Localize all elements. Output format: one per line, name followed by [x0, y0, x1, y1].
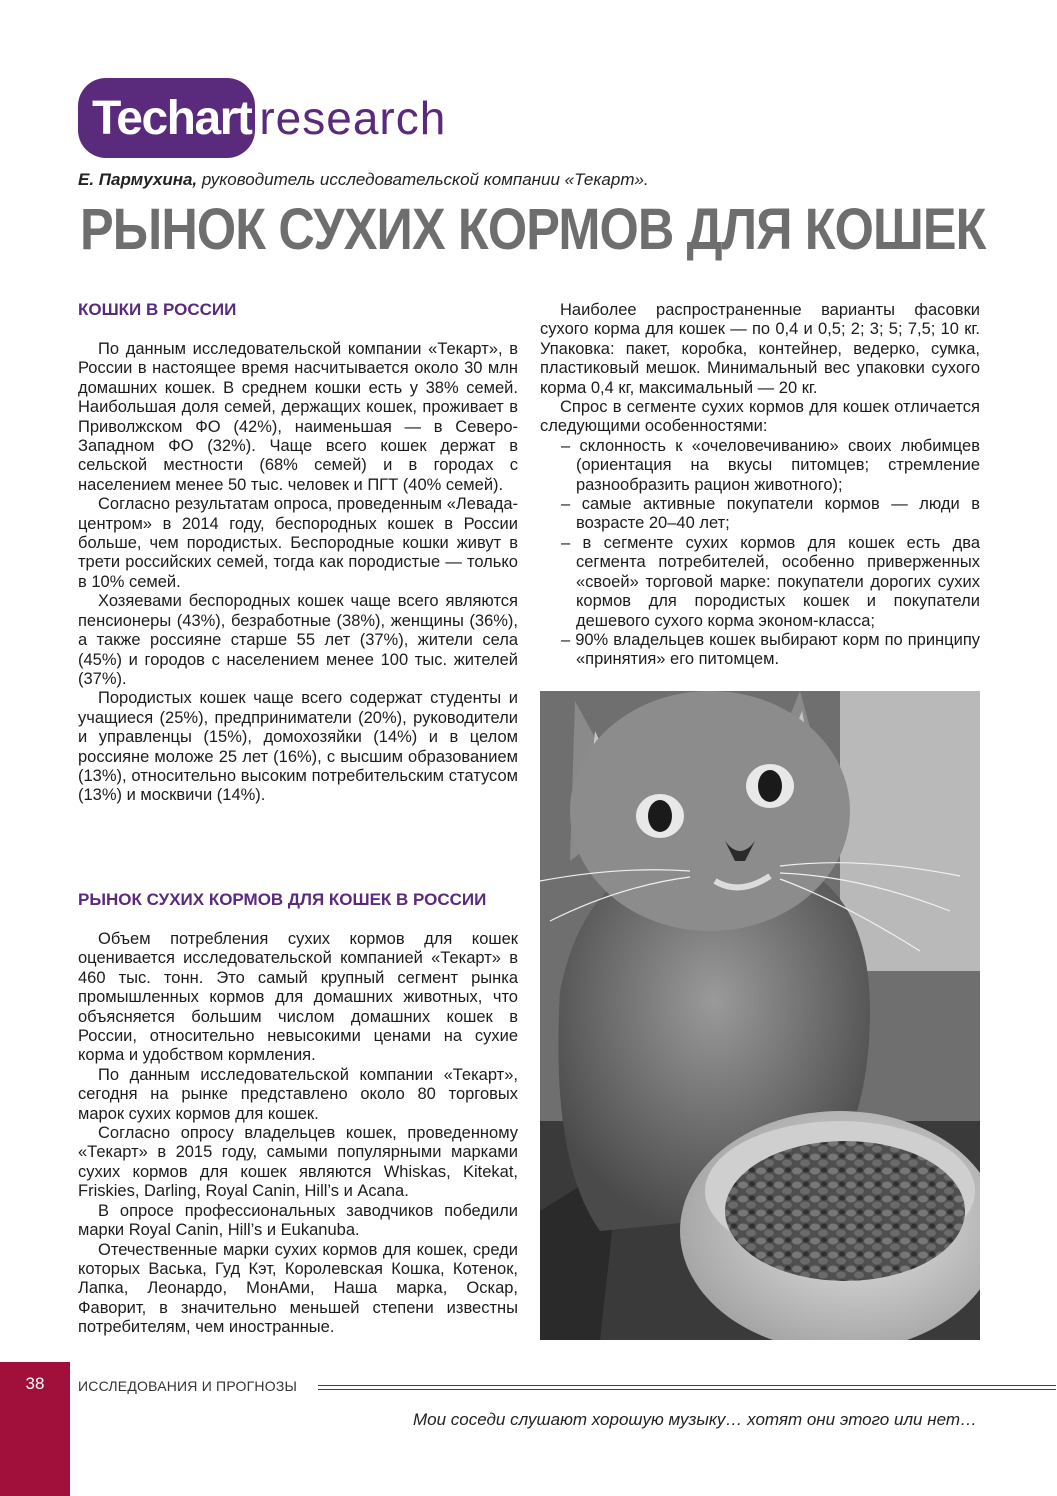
author-role: руководитель исследовательской компании «Текарт».: [201, 170, 649, 189]
list-item: – самые активные покупатели кормов — люди в возрасте 20–40 лет;: [540, 495, 980, 534]
techart-research-logo: [78, 78, 446, 158]
byline: [78, 170, 649, 190]
paragraph: Породистых кошек чаще всего содержат студенты и учащиеся (25%), предприниматели (20%), руководители и управленцы (15%), домохозяйки (14%) и в целом россияне моложе 25 лет (16%), с высшим образованием (13%), относительно высоким потребительским статусом (13%) и москвичи (14%).: [78, 689, 518, 805]
right-column-text: [540, 301, 980, 670]
paragraph: Спрос в сегменте сухих кормов для кошек отличается следующими особенностями:: [540, 398, 980, 436]
paragraph: Отечественные марки сухих кормов для кошек, среди которых Васька, Гуд Кэт, Королевская Кошка, Котенок, Лапка, Леонардо, МонАми, Наша марка, Оскар, Фаворит, в значительно меньшей степени известны потребителям, чем иностранные.: [78, 1240, 518, 1337]
paragraph: Согласно результатам опроса, проведенным «Левада-центром» в 2014 году, беспородных кошек в России больше, чем породистых. Беспородные кошки живут в трети российских семей, тогда как породистые — только в 10% семей.: [78, 495, 518, 591]
paragraph: По данным исследовательской компании «Текарт», в России в настоящее время насчитывается около 30 млн домашних кошек. В среднем кошки есть у 38% семей. Наибольшая доля семей, держащих кошек, проживает в Приволжском ФО (42%), наименьшая — в Северо-Западном ФО (32%). Чаще всего кошек держат в сельской местности (68% семей) и в городах с населением менее 50 тыс. человек и ПГТ (40% семей).: [78, 340, 518, 494]
logo-brand: Techart: [78, 78, 255, 158]
paragraph: Хозяевами беспородных кошек чаще всего являются пенсионеры (43%), безработные (38%), женщины (36%), а также россияне старше 55 лет (37%), жители села (45%) и городов с населением менее 100 тыс. жителей (37%).: [78, 592, 518, 688]
paragraph: Объем потребления сухих кормов для кошек оценивается исследовательской компанией «Текарт» в 460 тыс. тонн. Это самый крупный сегмент рынка промышленных кормов для домашних животных, что объясняется большим числом домашних кошек в России, относительно невысокими ценами на сухие корма и удобством кормления.: [78, 930, 518, 1065]
paragraph: Согласно опросу владельцев кошек, проведенному «Текарт» в 2015 году, самыми популярными марками сухих кормов для кошек являются Whiskas, Kitekat, Friskies, Darling, Royal Canin, Hill’s и Acana.: [78, 1124, 518, 1201]
footer-tagline: Мои соседи слушают хорошую музыку… хотят они этого или нет…: [413, 1410, 977, 1429]
magazine-section-name: ИССЛЕДОВАНИЯ И ПРОГНОЗЫ: [78, 1378, 298, 1394]
list-item: – в сегменте сухих кормов для кошек есть два сегмента потребителей, особенно приверженных «своей» торговой марке: покупатели дорогих сухих кормов для породистых кошек и покупатели дешевого сухого корма эконом-класса;: [540, 534, 980, 631]
paragraph: Наиболее распространенные варианты фасовки сухого корма для кошек — по 0,4 и 0,5; 2; 3; 5; 7,5; 10 кг. Упаковка: пакет, коробка, контейнер, ведерко, сумка, пластиковый мешок. Минимальный вес упаковки сухого корма 0,4 кг, максимальный — 20 кг.: [540, 301, 980, 397]
list-item: – склонность к «очеловечиванию» своих любимцев (ориентация на вкусы питомцев; стремление разнообразить рацион животного);: [540, 437, 980, 495]
footer-divider: [318, 1385, 1056, 1390]
page-number: 38: [25, 1374, 45, 1393]
section-dry-food-market-body: [78, 930, 518, 1338]
cat-photo: [540, 691, 980, 1340]
cat-photo-illustration: [540, 691, 980, 1340]
author-name: Е. Пармухина,: [78, 170, 198, 189]
section-cats-in-russia-body: [78, 340, 518, 806]
section-heading-cats-in-russia: КОШКИ В РОССИИ: [78, 300, 237, 319]
logo-word: research: [259, 92, 447, 144]
demand-features-list: [540, 437, 980, 670]
paragraph: По данным исследовательской компании «Текарт», сегодня на рынке представлено около 80 торговых марок сухих кормов для кошек.: [78, 1065, 518, 1123]
paragraph: В опросе профессиональных заводчиков победили марки Royal Canin, Hill’s и Eukanuba.: [78, 1201, 518, 1240]
section-heading-dry-food-market: РЫНОК СУХИХ КОРМОВ ДЛЯ КОШЕК В РОССИИ: [78, 890, 487, 909]
article-title: РЫНОК СУХИХ КОРМОВ ДЛЯ КОШЕК: [80, 197, 986, 262]
list-item: – 90% владельцев кошек выбирают корм по принципу «принятия» его питомцем.: [540, 631, 980, 670]
